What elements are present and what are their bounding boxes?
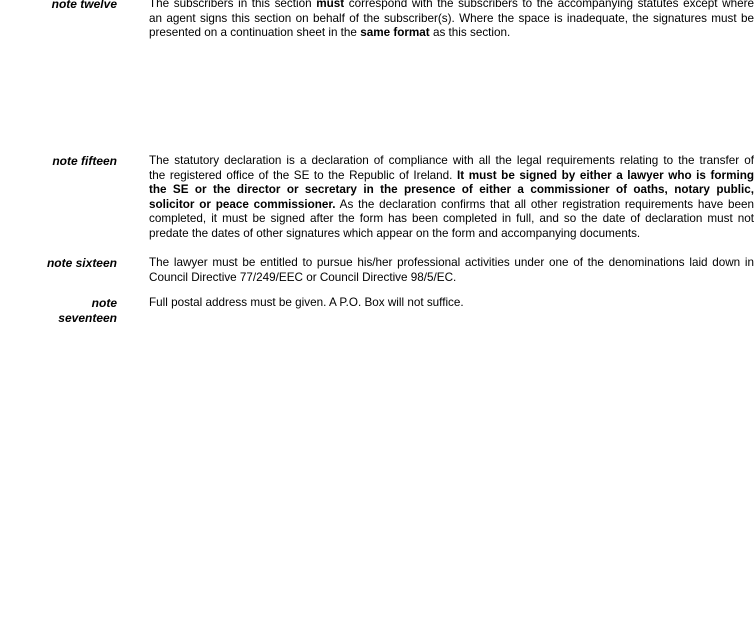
note-label [47,256,117,271]
text-run: correspond with the subscribers to the accompanying statutes except where [344,0,754,10]
note-text-line [149,154,754,169]
note-label [52,0,117,12]
emphasis-text: the SE or the director or secretary in the presence of either a commissioner of oaths, notary public, [149,183,754,197]
note-text-line [149,271,754,286]
text-run: the registered office of the SE to the Republic of Ireland. [149,168,457,182]
note-label-line: seventeen [58,310,117,325]
note-text [149,296,754,311]
text-run: Full postal address must be given. A P.O. Box will not suffice. [149,296,464,309]
text-run: As the declaration confirms that all other registration requirements have been [335,197,754,211]
text-run: Council Directive 77/249/EEC or Council Directive 98/5/EC. [149,270,457,284]
note-label-line: note [91,296,117,310]
text-run: presented on a continuation sheet in the [149,26,361,40]
note-text-line [149,0,754,12]
note-text-line [149,296,754,311]
note-text-line [149,26,754,41]
note-text-line [149,183,754,198]
note-label [52,154,117,169]
note-text [149,0,754,41]
note-label-line: note twelve [51,0,117,11]
note-label-line: note sixteen [46,256,117,270]
note-text-line [149,198,754,213]
note-text-line [149,169,754,184]
text-run: The lawyer must be entitled to pursue his/her professional activities under one of the denominations laid down in [149,256,754,269]
text-run: The statutory declaration is a declaration of compliance with all the legal requirements relating to the transfer of [149,154,754,167]
note-text [149,256,754,285]
emphasis-text: It must be signed by either a lawyer who is forming [456,168,754,182]
note-text-line [149,212,754,227]
text-run: The subscribers in this section [149,0,317,10]
emphasis-text: same format [360,26,430,40]
note-label [58,296,117,325]
note-text-line [149,12,754,27]
emphasis-text: must [316,0,345,10]
note-label-line: note fifteen [52,154,117,168]
note-text-line [149,227,754,242]
text-run: completed, it must be signed after the form has been completed in full, and so the date of declaration must not [149,212,754,226]
emphasis-text: solicitor or peace commissioner. [149,197,336,211]
text-run: predate the dates of other signatures which appear on the form and accompanying documents. [149,226,641,240]
note-text [149,154,754,242]
note-text-line [149,256,754,271]
text-run: as this section. [429,26,511,40]
text-run: an agent signs this section on behalf of the subscriber(s). Where the space is inadequate, the signatures must be [149,11,754,25]
